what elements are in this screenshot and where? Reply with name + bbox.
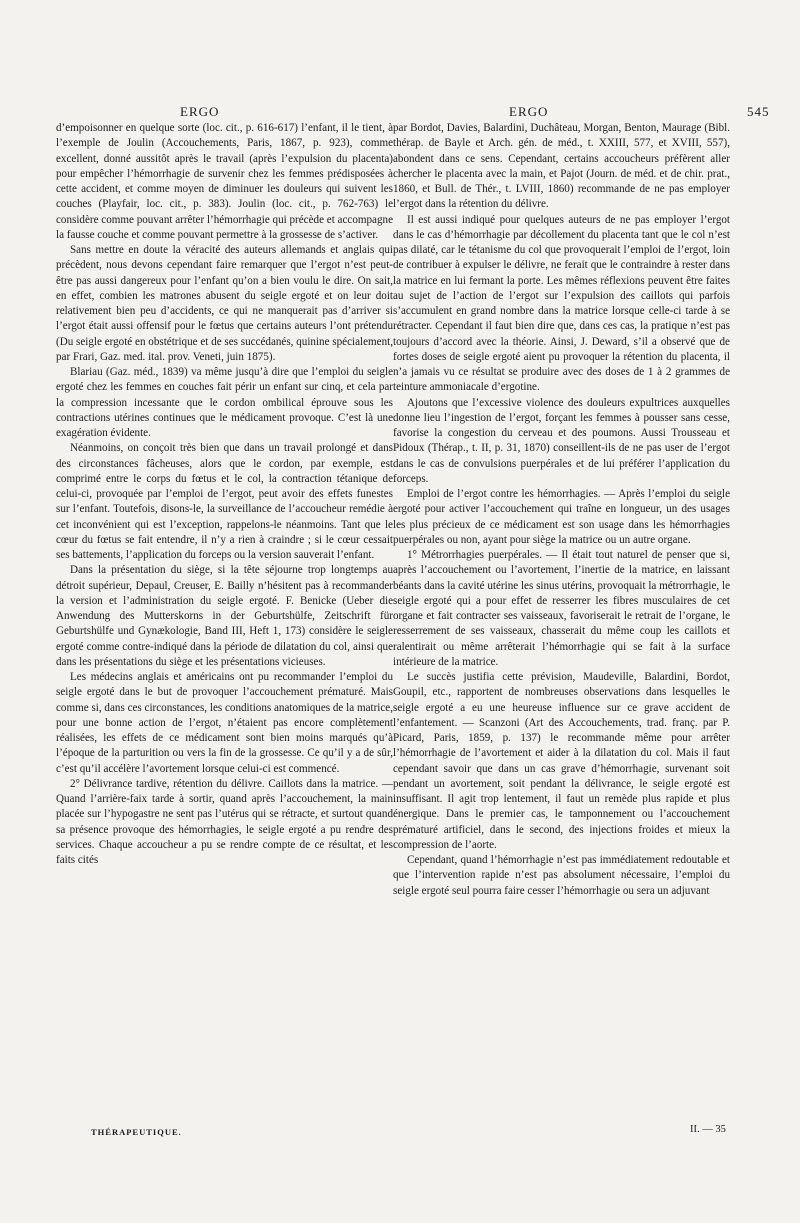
paragraph: Ajoutons que l’excessive violence des douleurs expultrices auxquelles donne lieu l’ingestion de l’ergot, forçant les femmes à pousser sans cesse, favorise la congestion du cerveau et des poumons. Aussi Trousseau et Pidoux (Thérap., t. II, p. 31, 1870) conseillent-ils de ne pas user de l’ergot dans le cas de convulsions puerpérales et de lui préférer l’application du forceps. (393, 396, 730, 485)
paragraph: Cependant, quand l’hémorrhagie n’est pas immédiatement redoutable et que l’intervention rapide n’est pas absolument nécessaire, l’emploi du seigle ergoté seul pourra faire cesser l’hémorrhagie ou sera un adjuvant (393, 854, 730, 897)
paragraph: 1° Métrorrhagies puerpérales. — Il était tout naturel de penser que si, après l’accouchement ou l’avortement, l’inertie de la matrice, en laissant béants dans la cavité utérine les sinus utérins, provoquait la métrorrhagie, le seigle ergoté qui a pour effet de resserrer les fibres musculaires de cet organe et fait contracter ses vaisseaux, favoriserait le retrait de l’organe, le resserrement de ses vaisseaux, chasserait du même coup les caillots et ralentirait ou même arrêterait l’hémorrhagie qui se fait à la surface intérieure de la matrice. (393, 549, 730, 668)
paragraph: Blariau (Gaz. méd., 1839) va même jusqu’à dire que l’emploi du seigle ergoté chez les femmes en couches fait périr un enfant sur cinq, et cela par la compression incessante que le cordon ombilical éprouve sous les contractions utérines continues que le médicament provoque. C’est là une exagération évidente. (56, 366, 393, 439)
running-head-right: ERGO (509, 104, 549, 119)
signature-mark: THÉRAPEUTIQUE. (91, 1127, 182, 1137)
paragraph: Emploi de l’ergot contre les hémorrhagies. — Après l’emploi du seigle ergoté pour activer l’accouchement qui traîne en longueur, un des usages les plus précieux de ce médicament est son usage dans les hémorrhagies puerpérales ou non, ayant pour siège la matrice ou un autre organe. (393, 488, 730, 546)
paragraph: Sans mettre en doute la véracité des auteurs allemands et anglais qui précèdent, nous devons cependant faire remarquer que l’ergot n’est peut-être pas aussi dangereux pour l’enfant qu’on a bien voulu le dire. On sait, en effet, combien les matrones abusent du seigle ergoté et on leur doit relativement bien peu d’accidents, ce qui ne manquerait pas d’arriver si l’ergot était aussi offensif pour le fœtus que certains auteurs l’ont prétendu (Du seigle ergoté en obstétrique et de ses succédanés, quinine spécialement, par Frari, Gaz. med. ital. prov. Veneti, juin 1875). (56, 244, 393, 363)
running-head-left: ERGO (180, 104, 220, 119)
right-column (393, 121, 730, 899)
paragraph: Le succès justifia cette prévision, Maudeville, Balardini, Bordot, Goupil, etc., rapportent de nombreuses observations dans lesquelles le seigle ergoté a eu une heureuse influence sur ce grave accident de l’enfantement. — Scanzoni (Art des Accouchements, trad. franç. par P. Picard, Paris, 1859, p. 137) le recommande même pour arrêter l’hémorrhagie de l’avortement et aider à la dilatation du col. Mais il faut cependant savoir que dans un cas grave d’hémorrhagie, survenant soit pendant un avortement, soit pendant la délivrance, le seigle ergoté est insuffisant. Il agit trop lentement, il faut un remède plus rapide et plus énergique. Dans le premier cas, le tamponnement ou l’accouchement prématuré artificiel, dans le second, des injections froides et mieux la compression de l’aorte. (393, 671, 730, 851)
paragraph: Néanmoins, on conçoit très bien que dans un travail prolongé et dans des circonstances fâcheuses, alors que le cordon, par exemple, est comprimé entre le corps du fœtus et le col, la contraction tétanique de celui-ci, provoquée par l’emploi de l’ergot, peut avoir des effets funestes sur l’enfant. Toutefois, disons-le, la surveillance de l’accoucheur remédie à cet inconvénient qui est l’exception, rappelons-le néanmoins. Tant que le cœur du fœtus se fait entendre, il n’y a rien à craindre ; si le cœur cessait ses battements, l’application du forceps ou la version sauverait l’enfant. (56, 442, 393, 561)
paragraph: 2° Délivrance tardive, rétention du délivre. Caillots dans la matrice. — Quand l’arrière-faix tarde à sortir, quand après l’accouchement, la main placée sur l’hypogastre ne sent pas l’utérus qui se rétracte, et surtout quand sa présence provoque des hémorrhagies, le seigle ergoté a pu rendre des services. Chaque accoucheur a pu se rendre compte de ce résultat, et les faits cités (56, 777, 393, 866)
paragraph: d’empoisonner en quelque sorte (loc. cit., p. 616-617) l’enfant, il le tient, à l’exemple de Joulin (Accouchements, Paris, 1867, p. 923), comme excellent, donné aussitôt après le travail (après l’expulsion du placenta) pour empêcher l’hémorrhagie de survenir chez les femmes prédisposées à cette accident, et comme moyen de diminuer les douleurs qui suivent les couches (Playfair, loc. cit., p. 383). Joulin (loc. cit., p. 762-763) le considère comme pouvant arrêter l’hémorrhagie qui précède et accompagne la fausse couche et comme pouvant permettre à la grossesse de s’activer. (56, 122, 393, 241)
paragraph: Les médecins anglais et américains ont pu recommander l’emploi du seigle ergoté dans le but de provoquer l’accouchement prématuré. Mais comme si, dans ces circonstances, les conditions anatomiques de la matrice, pour une bonne action de l’ergot, n’étaient pas encore complètement réalisées, les effets de ce médicament sont bien moins marqués qu’à l’époque de la parturition ou vers la fin de la grossesse. Ce qu’il y a de sûr, c’est qu’il accélère l’avortement lorsque celui-ci est commencé. (56, 671, 393, 775)
paragraph: par Bordot, Davies, Balardini, Duchâteau, Morgan, Benton, Maurage (Bibl. thérap. de Bayle et Arch. gén. de méd., t. XXIII, 577, et XVIII, 557), abondent dans ce sens. Cependant, certains accoucheurs préfèrent aller chercher le placenta avec la main, et Pajot (Journ. de méd. et de chir. prat., 1860, et Bull. de Thér., t. LVIII, 1860) recommande de ne pas employer l’ergot dans la rétention du délivre. (393, 122, 730, 211)
paragraph: Il est aussi indiqué pour quelques auteurs de ne pas employer l’ergot dans le cas d’hémorrhagie par décollement du placenta tant que le col n’est pas dilaté, car le tétanisme du col que provoquerait l’emploi de l’ergot, loin de contribuer à expulser le délivre, ne ferait que le contraindre à rester dans la matrice en lui fermant la porte. Les mêmes réflexions peuvent être faites au sujet de l’action de l’ergot sur l’expulsion des caillots qui parfois s’accumulent en grand nombre dans la matrice lorsque celle-ci tarde à se rétracter. Cependant il faut bien dire que, dans ces cas, la pratique n’est pas toujours d’accord avec la théorie. Ainsi, J. Deward, s’il a observé que de fortes doses de seigle ergoté aient pu provoquer la rétention du placenta, il n’a jamais vu ce résultat se produire avec des doses de 1 à 2 grammes de teinture ammoniacale d’ergotine. (393, 213, 730, 394)
sheet-mark: II. — 35 (690, 1124, 726, 1135)
paragraph: Dans la présentation du siège, si la tête séjourne trop longtemps au détroit supérieur, Depaul, Creuser, E. Bailly n’hésitent pas à recommander la version et l’administration du seigle ergoté. F. Benicke (Ueber die Anwendung des Mutterskorns in der Geburtshülfe, Zeitschrift für Geburtshülfe und Gynækologie, Band III, Heft 1, 173) considère le seigle ergoté comme contre-indiqué dans la période de dilatation du col, ainsi que dans les présentations du siège et les présentations vicieuses. (56, 564, 393, 668)
page-number: 545 (747, 104, 770, 119)
left-column (56, 121, 393, 868)
